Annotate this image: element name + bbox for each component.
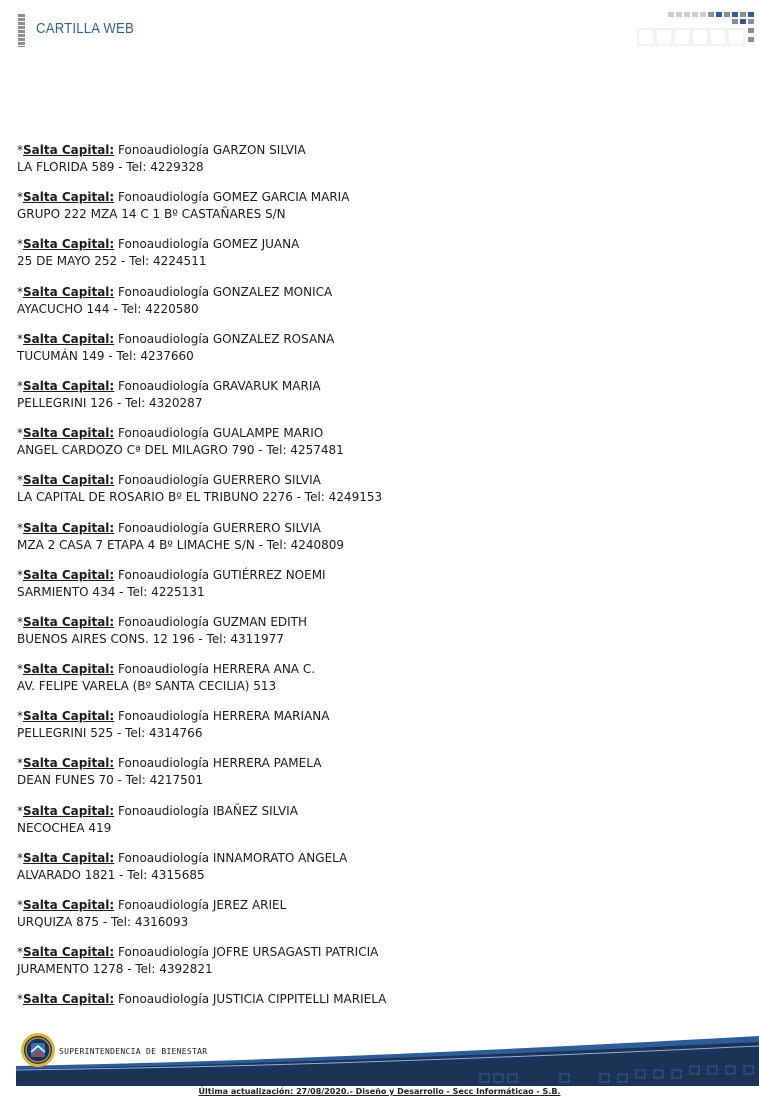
entry-category: Fonoaudiología bbox=[118, 803, 210, 818]
organization-name: SUPERINTENDENCIA DE BIENESTAR bbox=[59, 1047, 208, 1056]
entry-provider-name: GRAVARUK MARIA bbox=[212, 378, 321, 393]
entry-provider-name: GOMEZ JUANA bbox=[212, 237, 300, 252]
entry-provider-name: GUTIÉRREZ NOEMI bbox=[212, 567, 326, 582]
entry-category: Fonoaudiología bbox=[118, 567, 210, 582]
entry-location: Salta Capital: bbox=[23, 992, 115, 1007]
entry-address: LA FLORIDA 589 - Tel: 4229328 bbox=[17, 160, 204, 174]
entry-category: Fonoaudiología bbox=[118, 992, 210, 1007]
list-item bbox=[17, 520, 737, 567]
entry-prefix: * bbox=[17, 331, 23, 346]
entry-category: Fonoaudiología bbox=[118, 143, 210, 157]
entry-address: PELLEGRINI 126 - Tel: 4320287 bbox=[17, 395, 203, 410]
entry-provider-name: HERRERA PAMELA bbox=[212, 756, 322, 771]
entry-category: Fonoaudiología bbox=[118, 898, 210, 912]
entry-prefix: * bbox=[17, 473, 23, 488]
entry-address: TUCUMÁN 149 - Tel: 4237660 bbox=[17, 348, 194, 363]
entry-address: ALVARADO 1821 - Tel: 4315685 bbox=[17, 867, 205, 882]
entry-provider-name: GARZON SILVIA bbox=[212, 143, 306, 157]
entry-location: Salta Capital: bbox=[23, 143, 115, 157]
list-item bbox=[17, 378, 737, 425]
entry-provider-name: GUERRERO SILVIA bbox=[212, 473, 321, 488]
entry-address: 25 DE MAYO 252 - Tel: 4224511 bbox=[17, 254, 207, 269]
list-item bbox=[17, 850, 737, 897]
entry-address: LA CAPITAL DE ROSARIO Bº EL TRIBUNO 2276 - Tel: 4249153 bbox=[17, 490, 383, 505]
entry-provider-name: JUSTICIA CIPPITELLI MARIELA bbox=[212, 992, 387, 1007]
header-bar-decoration bbox=[18, 14, 25, 47]
entry-location: Salta Capital: bbox=[23, 945, 115, 960]
entry-provider-name: HERRERA MARIANA bbox=[212, 709, 330, 724]
entry-provider-name: JOFRE URSAGASTI PATRICIA bbox=[212, 945, 379, 960]
entry-provider-name: JEREZ ARIEL bbox=[212, 898, 287, 912]
entry-address: DEAN FUNES 70 - Tel: 4217501 bbox=[17, 773, 204, 788]
entry-address: MZA 2 CASA 7 ETAPA 4 Bº LIMACHE S/N - Tel: 4240809 bbox=[17, 537, 345, 552]
entry-provider-name: GONZALEZ MONICA bbox=[212, 284, 333, 299]
entry-prefix: * bbox=[17, 284, 23, 299]
footer-update-note: Última actualización: 27/08/2020.- Diseño y Desarrollo - Secc Informáticao - S.B. bbox=[198, 1087, 561, 1096]
list-item bbox=[17, 803, 737, 850]
list-item bbox=[17, 897, 737, 944]
entry-category: Fonoaudiología bbox=[118, 426, 210, 441]
list-item bbox=[17, 567, 737, 614]
list-item bbox=[17, 425, 737, 472]
entry-prefix: * bbox=[17, 237, 23, 252]
entry-address: PELLEGRINI 525 - Tel: 4314766 bbox=[17, 726, 203, 741]
entry-provider-name: IBAÑEZ SILVIA bbox=[212, 803, 298, 818]
list-item bbox=[17, 189, 737, 236]
entry-location: Salta Capital: bbox=[23, 567, 115, 582]
entry-category: Fonoaudiología bbox=[118, 520, 210, 535]
entry-address: URQUIZA 875 - Tel: 4316093 bbox=[17, 915, 189, 929]
entry-provider-name: GUALAMPE MARIO bbox=[212, 426, 324, 441]
entry-prefix: * bbox=[17, 143, 23, 157]
entry-provider-name: HERRERA ANA C. bbox=[212, 662, 316, 677]
entry-provider-name: INNAMORATO ANGELA bbox=[212, 850, 348, 865]
page-header bbox=[0, 0, 759, 60]
list-item bbox=[17, 708, 737, 755]
entry-prefix: * bbox=[17, 709, 23, 724]
entry-address: ANGEL CARDOZO Cª DEL MILAGRO 790 - Tel: 4257481 bbox=[17, 443, 344, 458]
entry-location: Salta Capital: bbox=[23, 378, 115, 393]
entry-category: Fonoaudiología bbox=[118, 378, 210, 393]
entry-category: Fonoaudiología bbox=[118, 945, 210, 960]
list-item bbox=[17, 331, 737, 378]
entry-location: Salta Capital: bbox=[23, 709, 115, 724]
entry-location: Salta Capital: bbox=[23, 898, 115, 912]
entry-location: Salta Capital: bbox=[23, 473, 115, 488]
entry-address: AV. FELIPE VARELA (Bº SANTA CECILIA) 513 bbox=[17, 679, 277, 694]
entry-address: GRUPO 222 MZA 14 C 1 Bº CASTAÑARES S/N bbox=[17, 207, 286, 222]
list-item bbox=[17, 755, 737, 802]
list-item bbox=[17, 142, 737, 189]
entry-location: Salta Capital: bbox=[23, 803, 115, 818]
entry-location: Salta Capital: bbox=[23, 850, 115, 865]
entry-provider-name: GUERRERO SILVIA bbox=[212, 520, 321, 535]
list-item bbox=[17, 236, 737, 283]
entry-address: AYACUCHO 144 - Tel: 4220580 bbox=[17, 301, 199, 316]
entry-location: Salta Capital: bbox=[23, 662, 115, 677]
list-item bbox=[17, 284, 737, 331]
page-title: CARTILLA WEB bbox=[36, 20, 134, 37]
entry-prefix: * bbox=[17, 662, 23, 677]
list-item bbox=[17, 661, 737, 708]
superintendencia-logo-icon bbox=[20, 1032, 56, 1068]
entry-address: NECOCHEA 419 bbox=[17, 820, 112, 835]
pixel-pattern-decoration bbox=[636, 11, 758, 47]
entry-prefix: * bbox=[17, 426, 23, 441]
list-item bbox=[17, 472, 737, 519]
entry-address: JURAMENTO 1278 - Tel: 4392821 bbox=[17, 962, 213, 977]
list-item bbox=[17, 944, 737, 991]
entry-prefix: * bbox=[17, 945, 23, 960]
entry-address: SARMIENTO 434 - Tel: 4225131 bbox=[17, 584, 205, 599]
entry-prefix: * bbox=[17, 520, 23, 535]
entry-category: Fonoaudiología bbox=[118, 756, 210, 771]
entry-location: Salta Capital: bbox=[23, 331, 115, 346]
entry-category: Fonoaudiología bbox=[118, 850, 210, 865]
entry-category: Fonoaudiología bbox=[118, 190, 210, 205]
entry-category: Fonoaudiología bbox=[118, 709, 210, 724]
entry-location: Salta Capital: bbox=[23, 756, 115, 771]
entry-provider-name: GOMEZ GARCIA MARIA bbox=[212, 190, 350, 205]
entry-prefix: * bbox=[17, 190, 23, 205]
entry-address: BUENOS AIRES CONS. 12 196 - Tel: 4311977 bbox=[17, 631, 284, 646]
entry-location: Salta Capital: bbox=[23, 614, 115, 629]
entry-location: Salta Capital: bbox=[23, 520, 115, 535]
list-item bbox=[17, 614, 737, 661]
entry-prefix: * bbox=[17, 756, 23, 771]
footer-wave-banner bbox=[0, 1028, 759, 1090]
entry-location: Salta Capital: bbox=[23, 284, 115, 299]
entry-prefix: * bbox=[17, 803, 23, 818]
entry-prefix: * bbox=[17, 567, 23, 582]
entry-prefix: * bbox=[17, 992, 23, 1007]
entry-location: Salta Capital: bbox=[23, 190, 115, 205]
entry-prefix: * bbox=[17, 850, 23, 865]
entry-prefix: * bbox=[17, 614, 23, 629]
provider-list bbox=[17, 142, 737, 1039]
entry-category: Fonoaudiología bbox=[118, 614, 210, 629]
entry-category: Fonoaudiología bbox=[118, 662, 210, 677]
entry-provider-name: GONZALEZ ROSANA bbox=[212, 331, 335, 346]
entry-location: Salta Capital: bbox=[23, 237, 115, 252]
entry-provider-name: GUZMAN EDITH bbox=[212, 614, 308, 629]
entry-category: Fonoaudiología bbox=[118, 237, 210, 252]
entry-prefix: * bbox=[17, 378, 23, 393]
entry-prefix: * bbox=[17, 898, 23, 912]
entry-category: Fonoaudiología bbox=[118, 284, 210, 299]
entry-category: Fonoaudiología bbox=[118, 331, 210, 346]
entry-category: Fonoaudiología bbox=[118, 473, 210, 488]
entry-location: Salta Capital: bbox=[23, 426, 115, 441]
